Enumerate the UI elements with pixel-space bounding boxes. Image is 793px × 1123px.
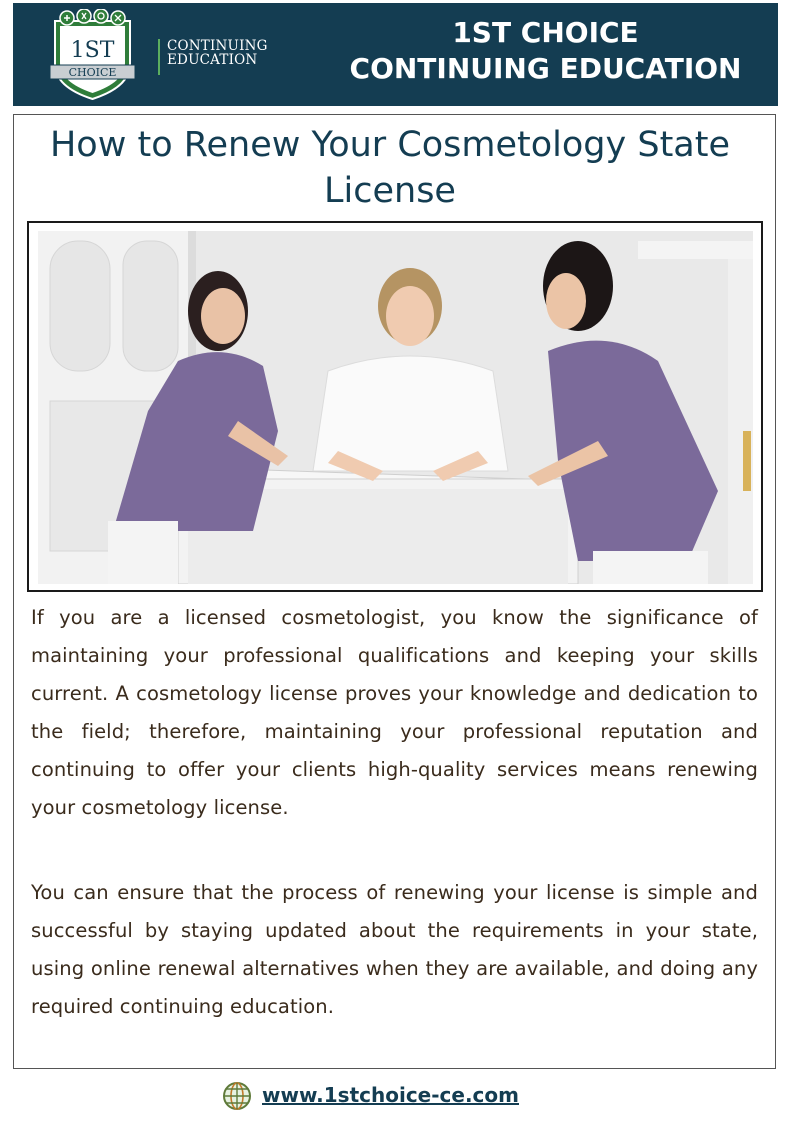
logo-divider bbox=[158, 39, 160, 75]
header-banner bbox=[13, 3, 778, 106]
logo-badge bbox=[45, 9, 140, 101]
globe-icon bbox=[222, 1081, 252, 1111]
photo-frame bbox=[27, 221, 763, 592]
page-title: How to Renew Your Cosmetology State License bbox=[49, 125, 731, 211]
logo-line-1: CONTINUING bbox=[167, 38, 268, 54]
logo-wordmark bbox=[167, 39, 268, 67]
paragraph-2: You can ensure that the process of renewing your license is simple and successful by staying updated about the requirements in your state, using online renewal alternatives when they are available, and doing any required continuing education. bbox=[31, 881, 758, 1018]
header-title bbox=[318, 15, 773, 87]
footer bbox=[0, 1076, 793, 1116]
paragraph-1: If you are a licensed cosmetologist, you know the significance of maintaining your professional qualifications and keeping your skills current. A cosmetology license proves your knowledge and dedication to the field; therefore, maintaining your professional reputation and continuing to offer your clients high-quality services means renewing your cosmetology license. bbox=[31, 606, 758, 819]
header-title-line-1: 1ST CHOICE bbox=[452, 16, 639, 49]
photo-of-three-cosmetologists-at-reception-desk bbox=[38, 231, 753, 584]
website-link[interactable]: www.1stchoice-ce.com bbox=[262, 1083, 519, 1107]
logo-badge-number: 1ST bbox=[70, 38, 115, 63]
logo-badge-word: CHOICE bbox=[68, 66, 117, 79]
header-title-line-2: CONTINUING EDUCATION bbox=[349, 52, 742, 85]
logo-line-2: EDUCATION bbox=[167, 52, 258, 68]
